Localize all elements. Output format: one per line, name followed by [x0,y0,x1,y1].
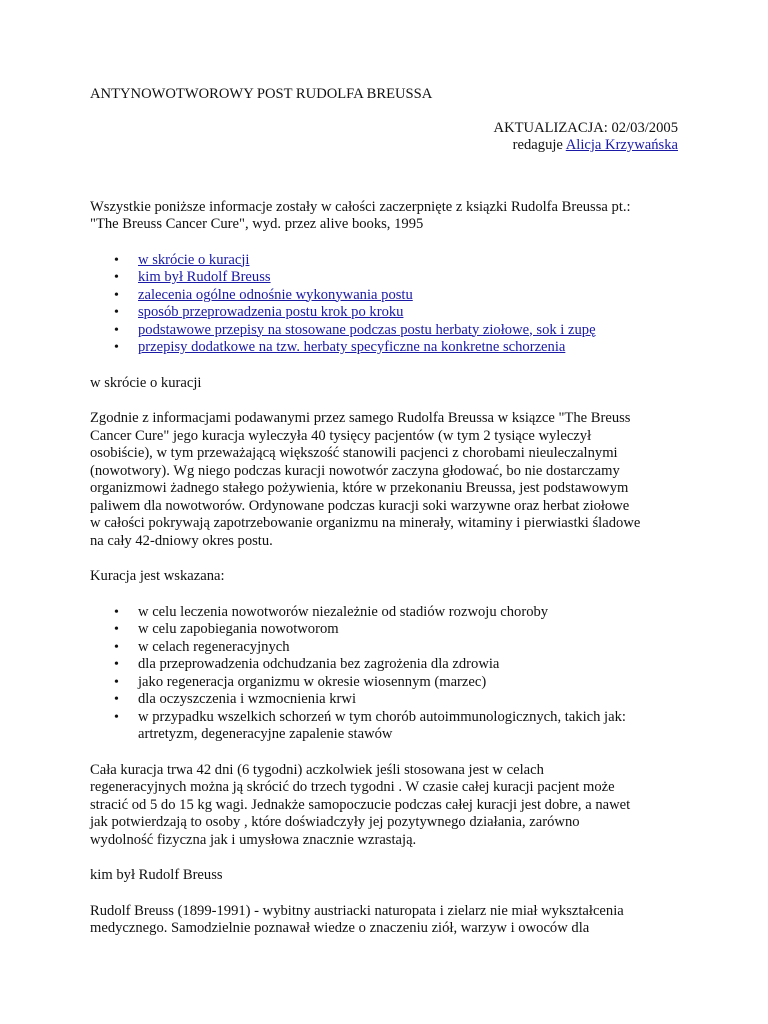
paragraph-line: Rudolf Breuss (1899-1991) - wybitny austriacki naturopata i zielarz nie miał wykształcenia [90,902,624,919]
editor-link[interactable]: Alicja Krzywańska [565,137,678,153]
editor-prefix: redaguje [512,137,566,153]
indication-item: • w celu zapobiegania nowotworom [138,621,690,639]
indication-item: • w celach regeneracyjnych [138,639,690,657]
paragraph-line: wydolność fizyczna jak i umysłowa znacznie wzrastają. [90,831,417,848]
update-info [90,120,678,155]
paragraph-line: organizmowi żadnego stałego pożywienia, które w przekonaniu Breussa, jest podstawowym [90,480,629,496]
paragraph-line: na cały 42-dniowy okres postu. [90,532,273,549]
toc-item [138,269,690,287]
toc-item [138,339,690,357]
indication-item: • w przypadku wszelkich schorzeń w tym chorób autoimmunologicznych, takich jak: artretyzm, degeneracyjne zapalenie stawów [138,709,658,744]
paragraph-line: w całości pokrywają zapotrzebowanie organizmu na minerały, witaminy i pierwiastki śladowe [90,515,641,531]
paragraph-line: medycznego. Samodzielnie poznawał wiedze o znaczeniu ziół, warzyw i owoców dla [90,920,590,936]
toc-item [138,252,690,270]
toc-item [138,287,690,305]
paragraph-line: Cancer Cure" jego kuracja wyleczyła 40 tysięcy pacjentów (w tym 2 tysiące wyleczył [90,427,592,444]
duration-paragraph [90,762,680,850]
intro-line: "The Breuss Cancer Cure", wyd. przez alive books, 1995 [90,216,424,232]
section-heading-w-skrocie: w skrócie o kuracji [90,374,202,391]
toc-link-kim-byl[interactable]: kim był Rudolf Breuss [138,269,271,285]
indications-label: Kuracja jest wskazana: [90,568,225,584]
toc-link-sposob[interactable]: sposób przeprowadzenia postu krok po kroku [138,304,404,320]
intro-paragraph [90,199,690,234]
section2-paragraph [90,903,680,938]
paragraph-line: stracić od 5 do 15 kg wagi. Jednakże samopoczucie podczas całej kuracji jest dobre, a nawet [90,796,631,813]
editor-line [90,137,678,155]
toc-link-przepisy-dodatkowe[interactable]: przepisy dodatkowe na tzw. herbaty specyficzne na konkretne schorzenia [138,339,566,355]
paragraph-line: Cała kuracja trwa 42 dni (6 tygodni) aczkolwiek jeśli stosowana jest w celach [90,761,544,778]
toc-link-w-skrocie[interactable]: w skrócie o kuracji [138,251,250,268]
intro-line: Wszystkie poniższe informacje zostały w całości zaczerpnięte z ksiązki Rudolfa Breussa pt.: [90,198,631,215]
paragraph-line: (nowotwory). Wg niego podczas kuracji nowotwór zaczyna głodować, bo nie dostarczamy [90,462,620,479]
paragraph-line: regeneracyjnych można ją skrócić do trzech tygodni . W czasie całej kuracji pacjent może [90,779,615,795]
document-content [90,86,690,938]
section-heading-kim-byl: kim był Rudolf Breuss [90,867,223,883]
section1-paragraph [90,410,680,550]
indications-list [90,604,690,744]
toc-link-zalecenia[interactable]: zalecenia ogólne odnośnie wykonywania postu [138,286,413,303]
paragraph-line: paliwem dla nowotworów. Ordynowane podczas kuracji soki warzywne oraz herbat ziołowe [90,497,630,514]
paragraph-line: jak potwierdzają to osoby , które doświadczyły jej pozytywnego działania, zarówno [90,814,580,830]
indication-item: • jako regeneracja organizmu w okresie wiosennym (marzec) [138,674,690,692]
toc-link-przepisy-podstawowe[interactable]: podstawowe przepisy na stosowane podczas postu herbaty ziołowe, sok i zupę [138,321,596,338]
table-of-contents [90,252,690,357]
document-title: ANTYNOWOTWOROWY POST RUDOLFA BREUSSA [90,86,433,102]
toc-item [138,322,690,340]
paragraph-line: osobiście), w tym przeważającą większość stanowili pacjenci z chorobami nieuleczalnymi [90,445,618,461]
indication-item: • w celu leczenia nowotworów niezależnie od stadiów rozwoju choroby [138,604,690,622]
indication-item: • dla przeprowadzenia odchudzania bez zagrożenia dla zdrowia [138,656,690,674]
paragraph-line: Zgodnie z informacjami podawanymi przez samego Rudolfa Breussa w ksiązce "The Breuss [90,410,631,426]
indication-item: • dla oczyszczenia i wzmocnienia krwi [138,691,690,709]
toc-item [138,304,690,322]
update-date: AKTUALIZACJA: 02/03/2005 [493,119,678,136]
